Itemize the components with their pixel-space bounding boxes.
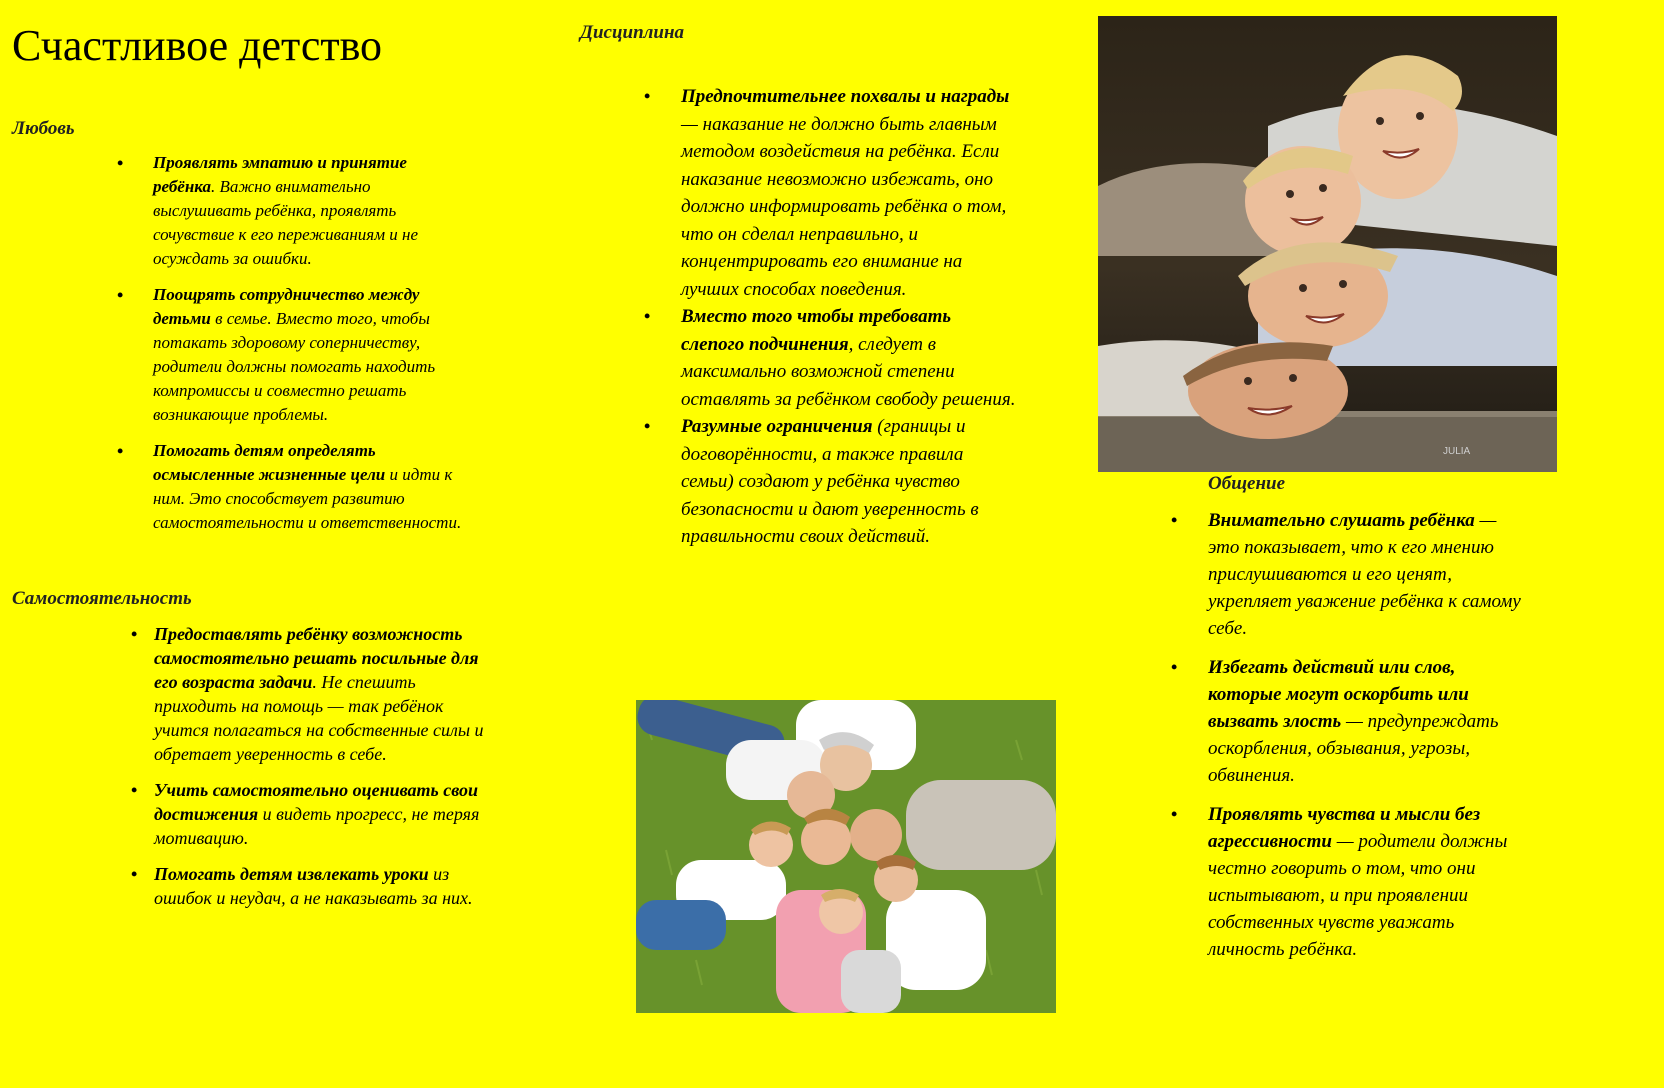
list-item: • Вместо того чтобы требовать слепого подчинения, следует в максимально возможной степени оставлять за ребёнком свободу решения. xyxy=(681,303,1017,413)
list-item: • Проявлять чувства и мысли без агрессивности — родители должны честно говорить о том, что они испытывают, и при проявлении собственных чувств уважать личность ребёнка. xyxy=(1208,801,1528,963)
love-heading: Любовь xyxy=(12,118,75,139)
page-title: Счастливое детство xyxy=(12,21,383,70)
photo-watermark: JULIA xyxy=(1443,446,1471,457)
list-item: • Предпочтительнее похвалы и награды — наказание не должно быть главным методом воздействия на ребёнка. Если наказание невозможно избежать, оно должно информировать ребёнка о том, что он сделал неправильно, и концентрировать его внимание на лучших способах поведения. xyxy=(681,83,1017,303)
communication-list xyxy=(1208,507,1528,975)
independence-heading: Самостоятельность xyxy=(12,588,192,609)
communication-heading: Общение xyxy=(1208,473,1286,494)
list-item: • Учить самостоятельно оценивать свои достижения и видеть прогресс, не теряя мотивацию. xyxy=(154,778,484,850)
list-item: • Поощрять сотрудничество между детьми в семье. Вместо того, чтобы потакать здоровому соперничеству, родители должны помогать находить компромиссы и совместно решать возникающие проблемы. xyxy=(153,283,473,427)
family-on-grass-photo xyxy=(636,700,1056,1013)
list-item: • Предоставлять ребёнку возможность самостоятельно решать посильные для его возраста задачи. Не спешить приходить на помощь — так ребёнок учится полагаться на собственные силы и обретает уверенность в себе. xyxy=(154,622,484,766)
family-portrait-photo xyxy=(1098,16,1557,472)
discipline-list xyxy=(681,83,1017,551)
list-item: • Избегать действий или слов, которые могут оскорбить или вызвать злость — предупреждать оскорбления, обзывания, угрозы, обвинения. xyxy=(1208,654,1528,789)
list-item: • Помогать детям извлекать уроки из ошибок и неудач, а не наказывать за них. xyxy=(154,862,484,910)
independence-list xyxy=(154,622,484,922)
list-item: • Внимательно слушать ребёнка — это показывает, что к его мнению прислушиваются и его ценят, укрепляет уважение ребёнка к самому себе. xyxy=(1208,507,1528,642)
list-item: • Проявлять эмпатию и принятие ребёнка. Важно внимательно выслушивать ребёнка, проявлять сочувствие к его переживаниям и не осуждать за ошибки. xyxy=(153,151,473,271)
list-item: • Помогать детям определять осмысленные жизненные цели и идти к ним. Это способствует развитию самостоятельности и ответственности. xyxy=(153,439,473,535)
discipline-heading: Дисциплина xyxy=(580,22,685,43)
list-item: • Разумные ограничения (границы и договорённости, а также правила семьи) создают у ребёнка чувство безопасности и дают уверенность в правильности своих действий. xyxy=(681,413,1017,551)
love-list xyxy=(153,151,473,547)
